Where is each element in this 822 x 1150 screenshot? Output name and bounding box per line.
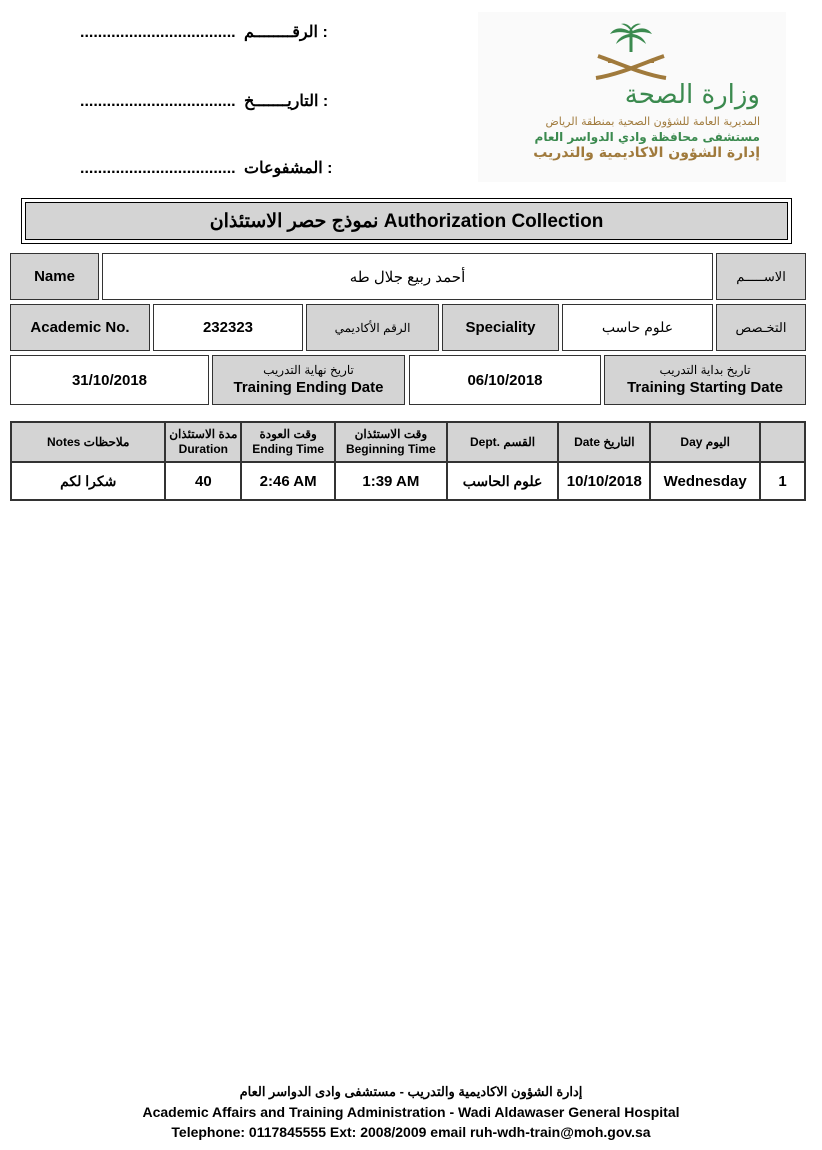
speciality-value: علوم حاسب [562, 304, 713, 351]
start-date-value: 06/10/2018 [409, 355, 601, 405]
date-label: التاريـــــــخ : [244, 93, 329, 110]
end-date-value: 31/10/2018 [10, 355, 209, 405]
start-date-label-ar: تاريخ بداية التدريب [659, 362, 751, 377]
header-ending-ar: وقت العودة [259, 427, 317, 441]
end-date-label-en: Training Ending Date [233, 378, 384, 396]
name-label-ar: الاســـــم [716, 253, 806, 300]
name-value: أحمد ربيع جلال طه [102, 253, 713, 300]
number-dots: ................................... [80, 24, 236, 41]
start-date-label-en: Training Starting Date [627, 378, 783, 396]
header-duration [165, 422, 241, 462]
footer-contact: Telephone: 0117845555 Ext: 2008/2009 email ruh-wdh-train@moh.gov.sa [171, 1124, 651, 1140]
row-ending: 2:46 AM [241, 462, 335, 500]
row-beginning: 1:39 AM [335, 462, 447, 500]
header-duration-ar: مدة الاستئذان [169, 427, 238, 441]
header-ending-en: Ending Time [252, 442, 325, 456]
date-dots: ................................... [80, 93, 236, 110]
start-date-label [604, 355, 806, 405]
footer-arabic: إدارة الشؤون الاكاديمية والتدريب - مستشفى وادى الدواسر العام [239, 1084, 583, 1099]
row-duration: 40 [165, 462, 241, 500]
academic-label-ar: الرقم الأكاديمي [306, 304, 439, 351]
header-beginning-ar: وقت الاستئذان [354, 427, 428, 441]
attachments-field [80, 158, 333, 178]
row-date: 10/10/2018 [558, 462, 650, 500]
logo-department-text: إدارة الشؤون الاكاديمية والتدريب [533, 145, 760, 161]
footer-english: Academic Affairs and Training Administration - Wadi Aldawaser General Hospital [142, 1104, 680, 1120]
number-field [80, 22, 328, 42]
header-day: Day اليوم [650, 422, 760, 462]
academic-label-en: Academic No. [10, 304, 150, 351]
row-notes: شكرا لكم [11, 462, 165, 500]
table-header-row [11, 422, 805, 462]
ministry-logo-block [478, 12, 786, 182]
header-index [760, 422, 805, 462]
table-row [11, 462, 805, 500]
logo-ministry-text: وزارة الصحة [624, 80, 760, 110]
number-label: الرقــــــــم : [244, 24, 328, 41]
speciality-label-ar: التخـصص [716, 304, 806, 351]
name-label-en: Name [10, 253, 99, 300]
header-dept: Dept. القسم [447, 422, 559, 462]
date-field [80, 91, 328, 111]
header-duration-en: Duration [178, 442, 229, 456]
header-beginning [335, 422, 447, 462]
authorization-table [10, 421, 806, 501]
academic-value: 232323 [153, 304, 303, 351]
end-date-label [212, 355, 405, 405]
attachments-dots: ................................... [80, 160, 236, 177]
header-ending [241, 422, 335, 462]
header-date: Date التاريخ [558, 422, 650, 462]
palm-swords-icon [586, 22, 676, 82]
logo-hospital-text: مستشفى محافظة وادي الدواسر العام [534, 130, 760, 144]
form-title: نموذج حصر الاستئذان Authorization Collection [25, 202, 788, 240]
row-index: 1 [760, 462, 805, 500]
row-dept: علوم الحاسب [447, 462, 559, 500]
attachments-label: المشفوعات : [244, 160, 333, 177]
speciality-label-en: Speciality [442, 304, 559, 351]
end-date-label-ar: تاريخ نهاية التدريب [263, 362, 354, 377]
header-beginning-en: Beginning Time [345, 442, 436, 456]
row-day: Wednesday [650, 462, 760, 500]
form-title-box [21, 198, 792, 244]
header-notes: Notes ملاحظات [11, 422, 165, 462]
logo-directorate-text: المديرية العامة للشؤون الصحية بمنطقة الرياض [545, 115, 760, 128]
